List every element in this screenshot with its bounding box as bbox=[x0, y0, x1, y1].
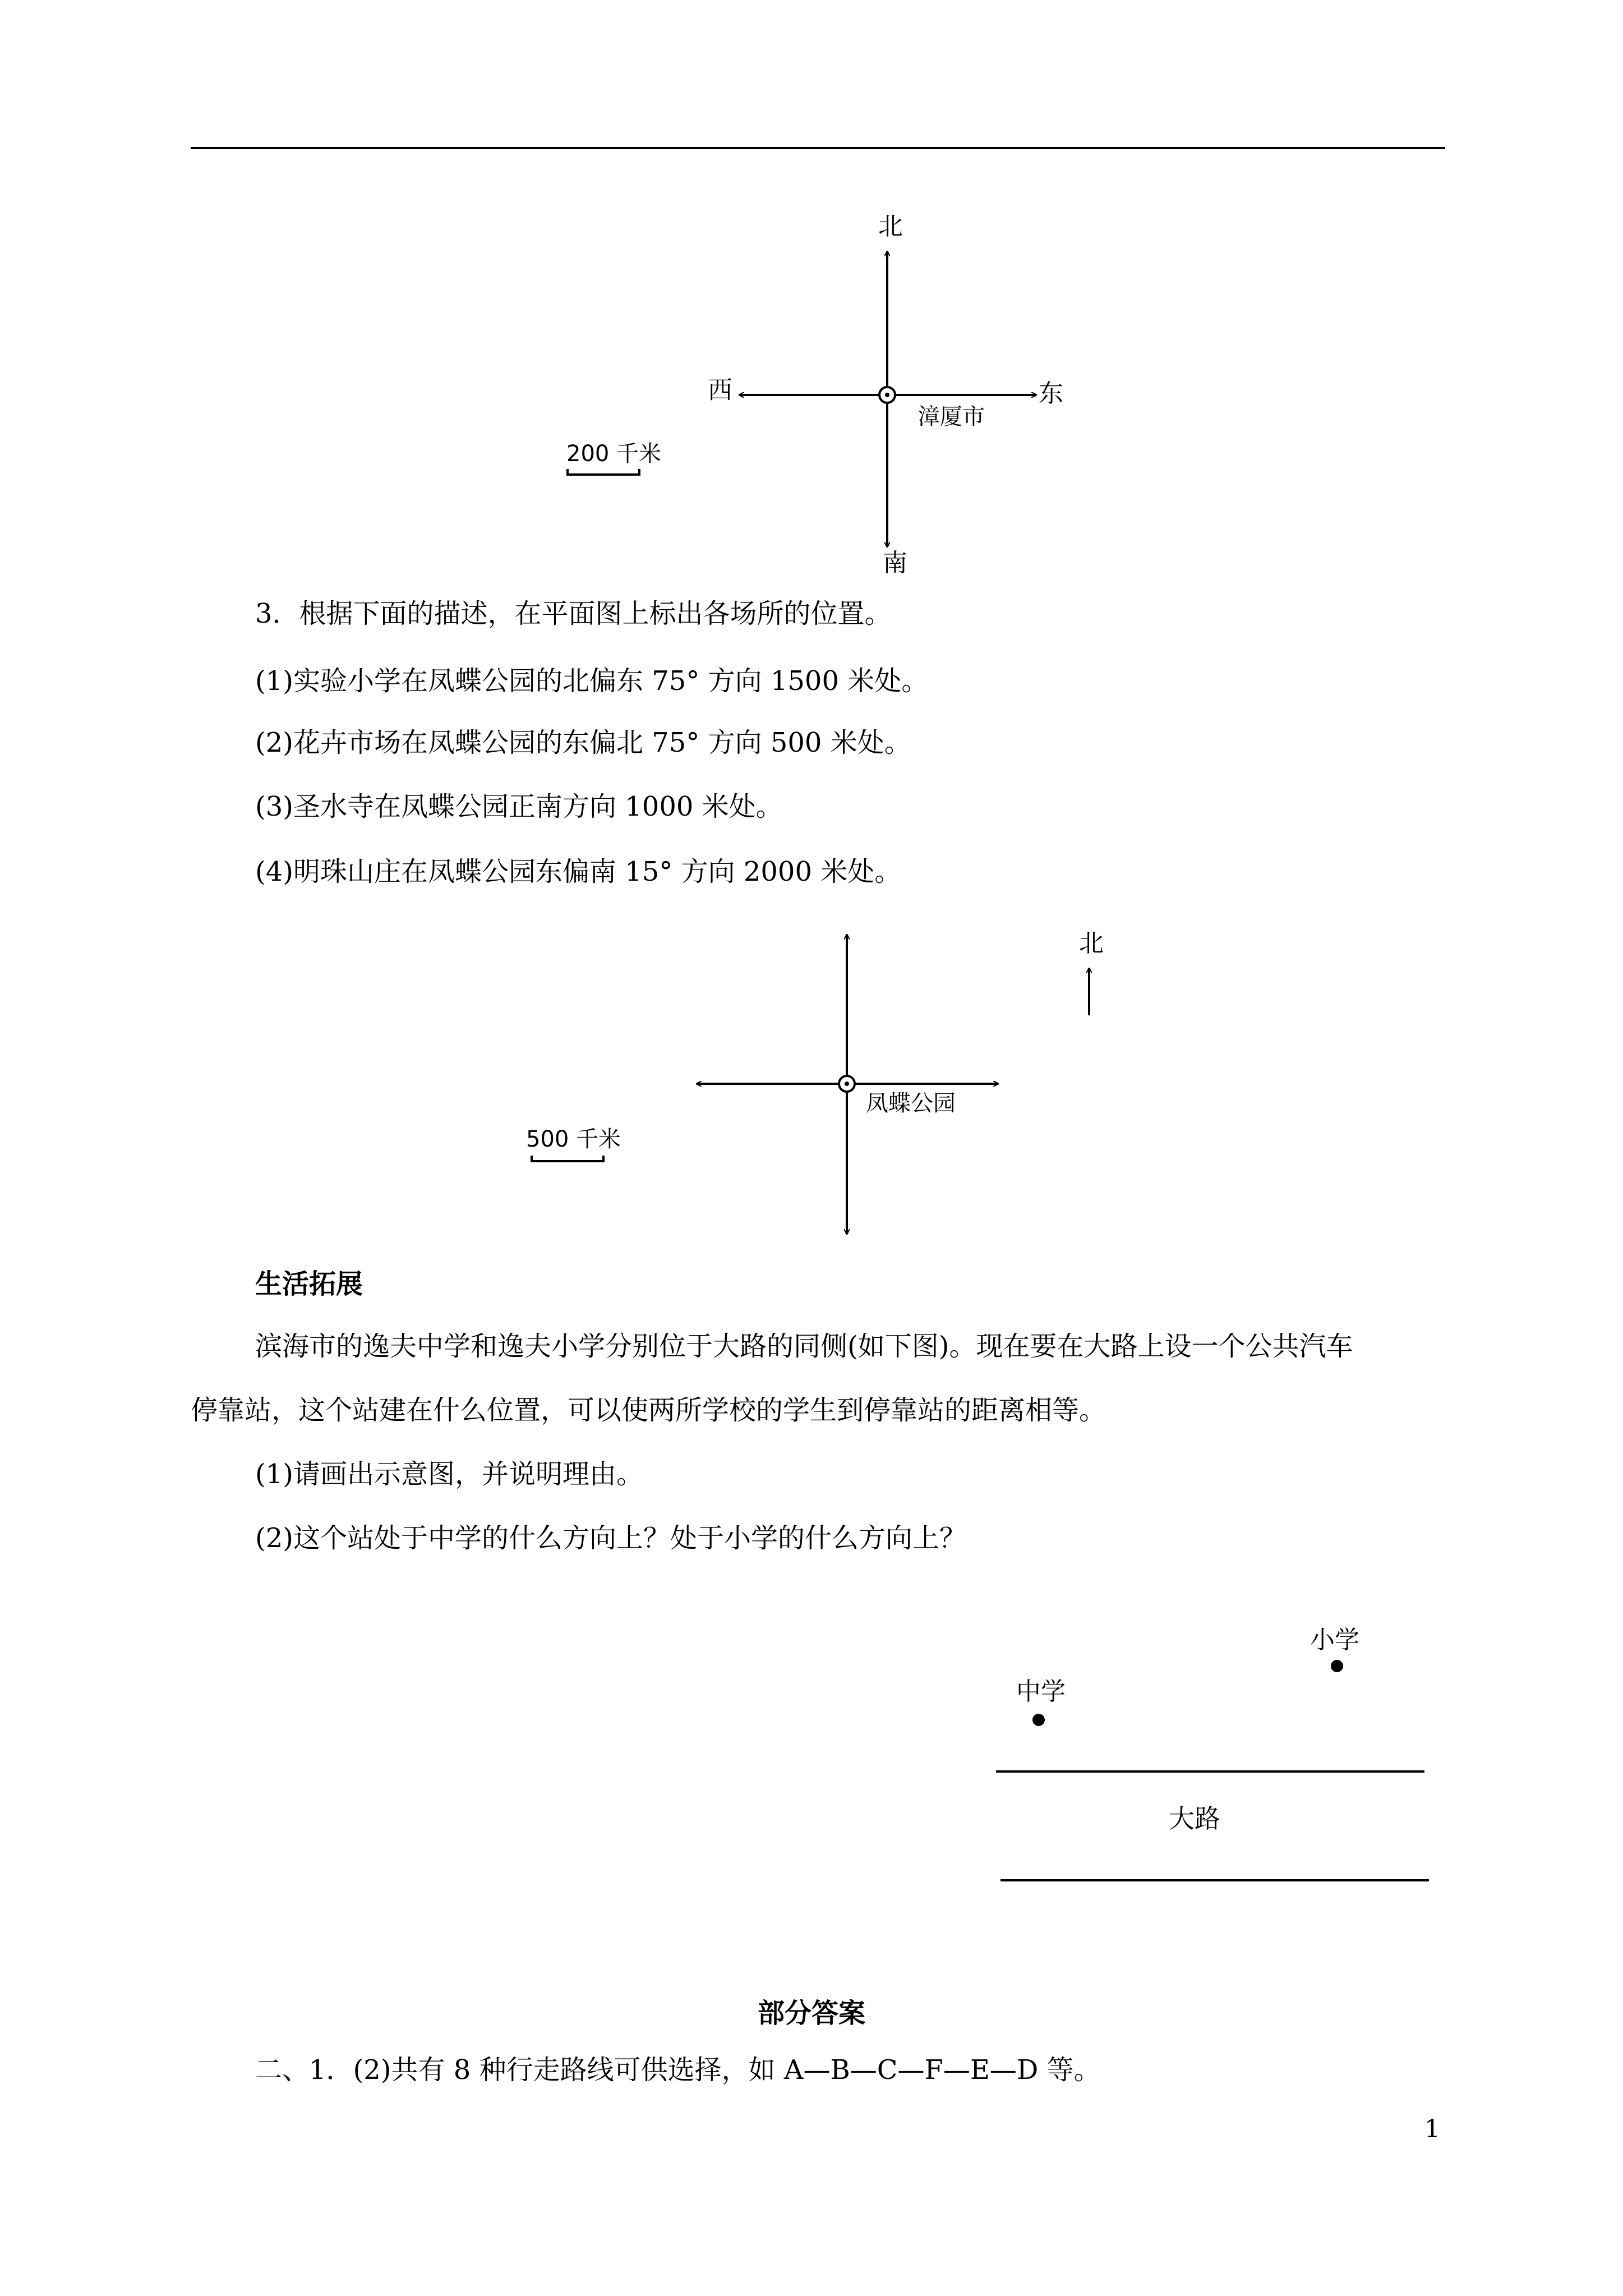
section-heading-life: 生活拓展 bbox=[255, 1268, 363, 1300]
primary-school-dot bbox=[1331, 1660, 1343, 1672]
page-number: 1 bbox=[1424, 2115, 1440, 2143]
q3-item-4: (4)明珠山庄在凤蝶公园东偏南 15° 方向 2000 米处。 bbox=[255, 856, 902, 887]
scale-label: 200 千米 bbox=[566, 441, 662, 467]
road-diagram bbox=[0, 1616, 1623, 1907]
life-para-line1: 滨海市的逸夫中学和逸夫小学分别位于大路的同侧(如下图)。现在要在大路上设一个公共汽车 bbox=[255, 1331, 1353, 1362]
north-label: 北 bbox=[1079, 929, 1104, 958]
middle-school-label: 中学 bbox=[1016, 1677, 1066, 1706]
life-para-line2: 停靠站，这个站建在什么位置，可以使两所学校的学生到停靠站的距离相等。 bbox=[191, 1395, 1106, 1426]
south-label: 南 bbox=[883, 549, 907, 577]
answers-title: 部分答案 bbox=[757, 1998, 865, 2029]
q3-item-3: (3)圣水寺在凤蝶公园正南方向 1000 米处。 bbox=[255, 791, 783, 822]
center-label: 凤蝶公园 bbox=[866, 1091, 956, 1116]
scale-bar bbox=[532, 1156, 603, 1161]
scale-label: 500 千米 bbox=[526, 1126, 621, 1152]
primary-school-label: 小学 bbox=[1310, 1626, 1359, 1654]
west-label: 西 bbox=[708, 376, 732, 404]
north-label: 北 bbox=[878, 212, 903, 241]
east-label: 东 bbox=[1039, 379, 1063, 408]
q3-item-2: (2)花卉市场在凤蝶公园的东偏北 75° 方向 500 米处。 bbox=[255, 727, 911, 758]
center-label: 漳厦市 bbox=[917, 404, 985, 430]
compass-diagram-zhangxia bbox=[0, 0, 1623, 595]
middle-school-dot bbox=[1032, 1714, 1045, 1726]
road-label: 大路 bbox=[1169, 1803, 1220, 1834]
answer-line-1: 二、1．(2)共有 8 种行走路线可供选择，如 A—B—C—F—E—D 等。 bbox=[255, 2054, 1101, 2086]
life-q2: (2)这个站处于中学的什么方向上？处于小学的什么方向上？ bbox=[255, 1522, 966, 1554]
q3-item-1: (1)实验小学在凤蝶公园的北偏东 75° 方向 1500 米处。 bbox=[255, 665, 929, 697]
scale-bar bbox=[568, 469, 639, 475]
compass-diagram-fengdie bbox=[0, 920, 1623, 1245]
q3-title: 3．根据下面的描述，在平面图上标出各场所的位置。 bbox=[255, 598, 892, 629]
life-q1: (1)请画出示意图，并说明理由。 bbox=[255, 1458, 643, 1490]
